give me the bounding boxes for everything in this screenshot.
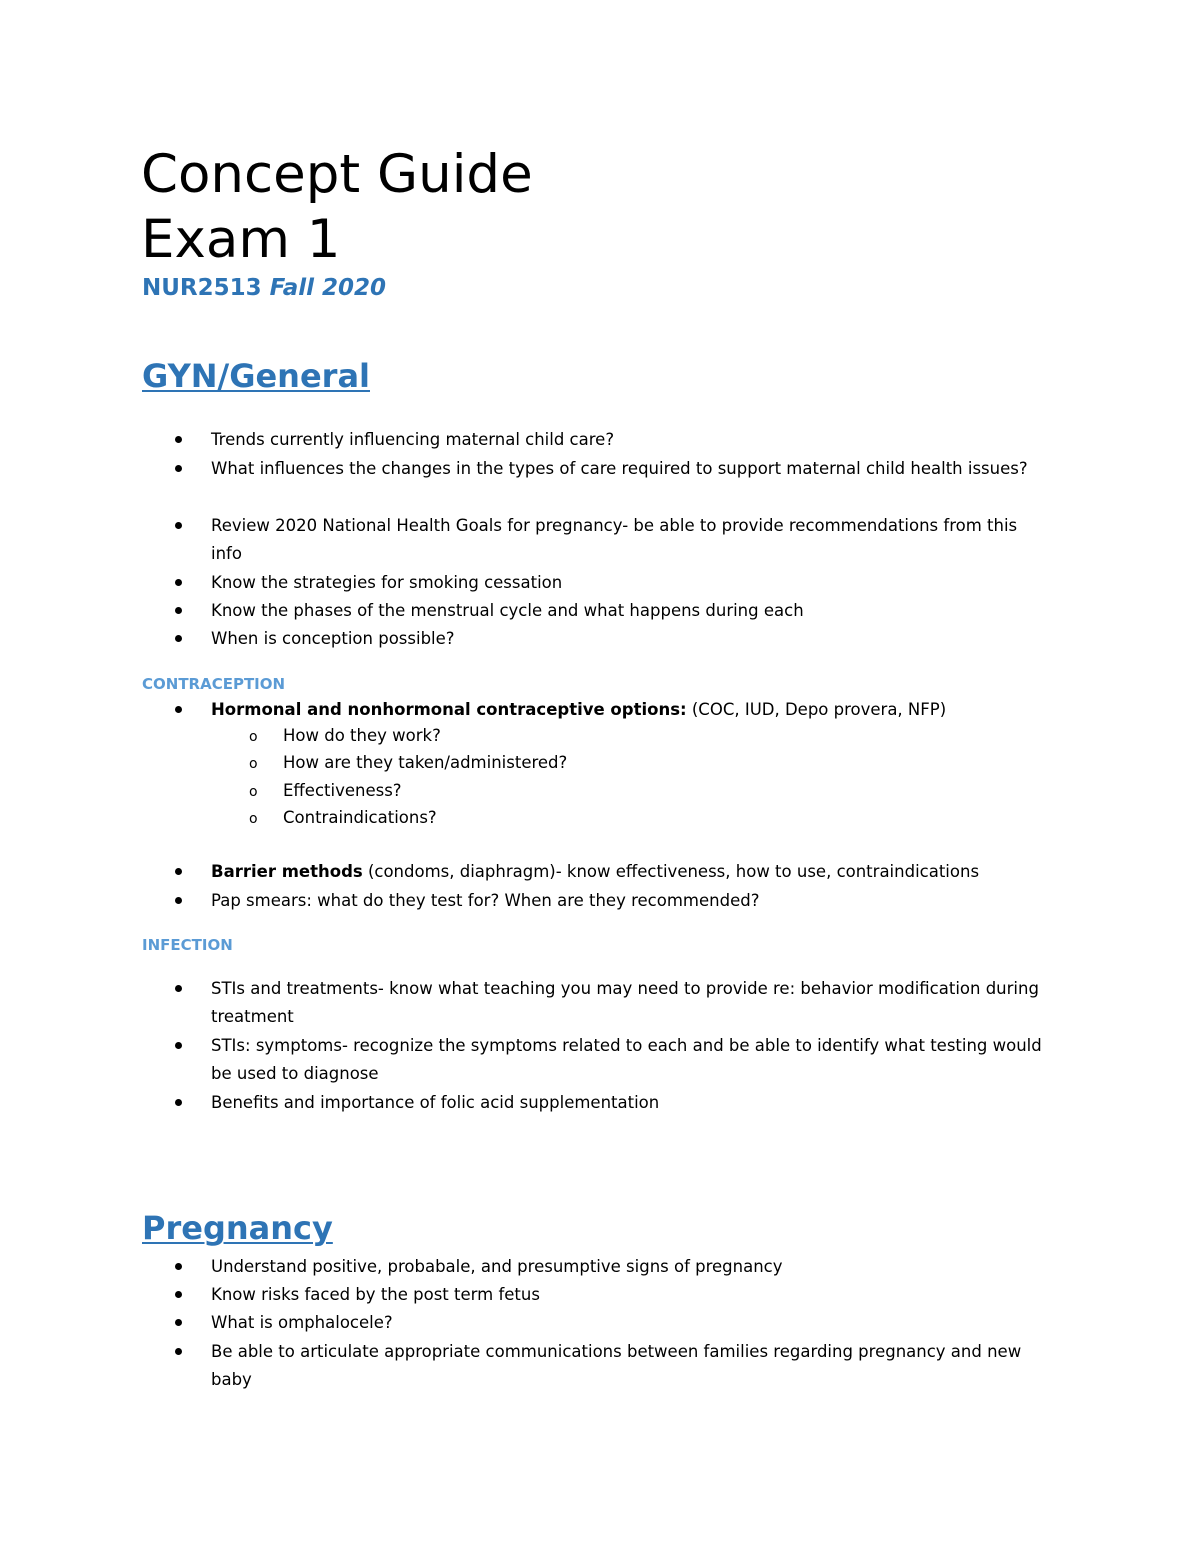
course-subtitle <box>142 272 386 304</box>
subsection-heading-contraception: CONTRACEPTION <box>142 675 286 693</box>
sub-list-item: Contraindications? <box>283 808 437 827</box>
sub-bullet-marker: o <box>249 784 258 800</box>
list-item: Trends currently influencing maternal child care? <box>211 426 1051 454</box>
section-heading-gyn: GYN/General <box>142 357 370 395</box>
subsection-heading-infection: INFECTION <box>142 936 233 954</box>
list-item: Understand positive, probabale, and presumptive signs of pregnancy <box>211 1253 1051 1281</box>
list-item: STIs and treatments- know what teaching you may need to provide re: behavior modification during treatment <box>211 975 1051 1031</box>
list-item: Pap smears: what do they test for? When are they recommended? <box>211 887 1051 915</box>
course-term: Fall 2020 <box>269 275 387 301</box>
list-item: When is conception possible? <box>211 625 1051 653</box>
list-item: Review 2020 National Health Goals for pregnancy- be able to provide recommendations from this info <box>211 512 1051 568</box>
sub-bullet-marker: o <box>249 811 258 827</box>
hormonal-label: Hormonal and nonhormonal contraceptive options: <box>211 700 687 719</box>
list-item: Know the phases of the menstrual cycle and what happens during each <box>211 597 1051 625</box>
list-item: What is omphalocele? <box>211 1309 1051 1337</box>
list-item: Know risks faced by the post term fetus <box>211 1281 1051 1309</box>
list-item: STIs: symptoms- recognize the symptoms related to each and be able to identify what testing would be used to diagnose <box>211 1032 1051 1088</box>
list-item-barrier <box>211 858 1051 886</box>
list-item: Benefits and importance of folic acid supplementation <box>211 1089 1051 1117</box>
list-item: What influences the changes in the types of care required to support maternal child health issues? <box>211 455 1051 483</box>
list-item: Be able to articulate appropriate communications between families regarding pregnancy and new baby <box>211 1338 1051 1394</box>
list-item: Know the strategies for smoking cessation <box>211 569 1051 597</box>
sub-bullet-marker: o <box>249 756 258 772</box>
list-item-hormonal <box>211 696 1051 724</box>
sub-bullet-marker: o <box>249 729 258 745</box>
barrier-label: Barrier methods <box>211 862 363 881</box>
sub-list-item: How are they taken/administered? <box>283 753 568 772</box>
section-heading-pregnancy: Pregnancy <box>142 1209 333 1247</box>
barrier-details: (condoms, diaphragm)- know effectiveness, how to use, contraindications <box>362 862 980 881</box>
course-code: NUR2513 <box>142 275 270 301</box>
hormonal-details: (COC, IUD, Depo provera, NFP) <box>686 700 947 719</box>
document-title-line2: Exam 1 <box>141 209 341 270</box>
sub-list-item: Effectiveness? <box>283 781 402 800</box>
sub-list-item: How do they work? <box>283 726 441 745</box>
document-title-line1: Concept Guide <box>141 144 533 205</box>
